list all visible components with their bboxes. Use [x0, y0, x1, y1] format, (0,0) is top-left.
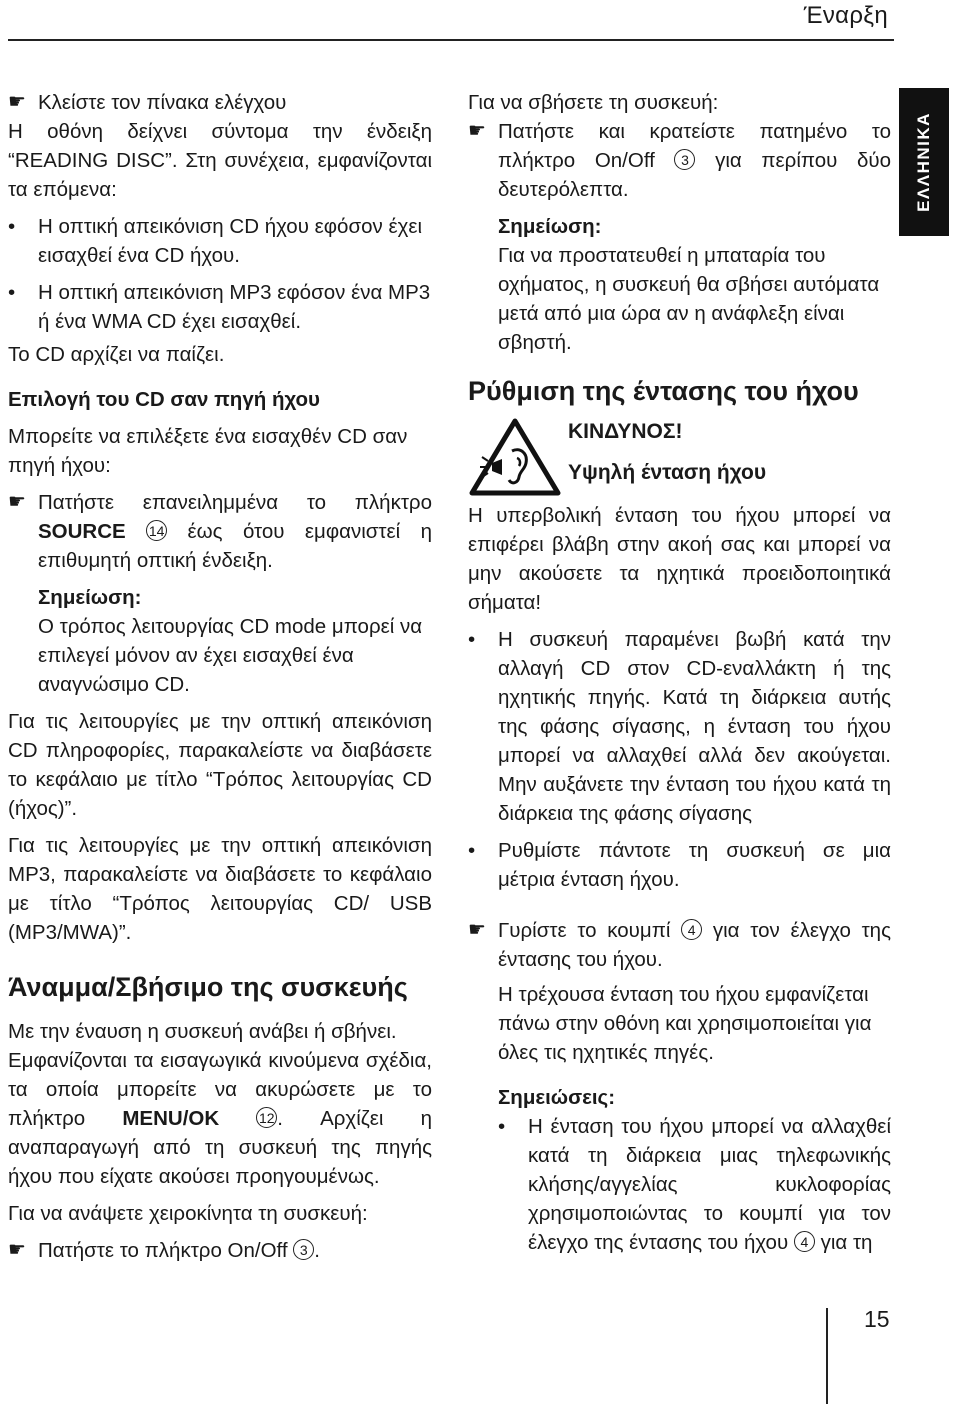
- list-item-text: Η συσκευή παραμένει βωβή κατά την αλλαγή CD στον CD-εναλλάκτη ή της ηχητικής πηγής. Κατά τη διάρκεια αυτής της φάσης σίγασης, η ένταση του ήχου μπορεί να αλλαχθεί αλλά δεν ακούγεται. Μην αυξάνετε την ένταση του ήχου κατά τη διάρκεια της φάσης σίγασης: [498, 628, 891, 825]
- instruction-text: Πατήστε το πλήκτρο On/Off 3 .: [38, 1239, 320, 1262]
- list-item-text: Η ένταση του ήχου μπορεί να αλλαχθεί κατά τη διάρκεια μιας τηλεφωνικής κλήσης/αγγελίας κυκλοφορίας χρησιμοποιώντας το κουμπί για τον έλεγχο της έντασης του ήχου 4 για τη: [528, 1115, 891, 1254]
- key-number-badge: 12: [256, 1107, 277, 1128]
- key-number-badge: 4: [681, 919, 702, 940]
- language-tab-label: ΕΛΛΗΝΙΚΑ: [914, 112, 933, 212]
- bullet-icon: •: [8, 281, 16, 304]
- key-number-badge: 3: [674, 149, 695, 170]
- note-block: [8, 583, 432, 699]
- key-number-badge: 3: [293, 1239, 314, 1260]
- list-item: [8, 278, 432, 336]
- page-number: 15: [864, 1306, 890, 1332]
- cd-functions-paragraph: Για τις λειτουργίες με την οπτική απεικόνιση CD πληροφορίες, παρακαλείστε να διαβάσετε το κεφάλαιο με τίτλο “Τρόπος λειτουργίας CD (ήχος)”.: [8, 710, 432, 820]
- instruction-text: Πατήστε και κρατείστε πατημένο το πλήκτρο On/Off 3 για περίπου δύο δευτερόλεπτα.: [498, 120, 891, 201]
- list-item-text: Ρυθμίστε πάντοτε τη συσκευή σε μια μέτρια ένταση ήχου.: [498, 839, 891, 891]
- hearing-warning-icon: [468, 417, 562, 497]
- list-item: [8, 212, 432, 270]
- list-item: [498, 1112, 891, 1257]
- section-heading-volume: Ρύθμιση της έντασης του ήχου: [468, 376, 859, 406]
- bullet-icon: •: [8, 215, 16, 238]
- notes-label: Σημειώσεις:: [498, 1086, 616, 1109]
- instruction-close-panel: [8, 88, 432, 117]
- list-item: [468, 836, 891, 894]
- pointing-hand-icon: ☛: [468, 919, 486, 941]
- header-divider: [8, 39, 894, 41]
- note-block: [468, 212, 891, 357]
- pointing-hand-icon: ☛: [8, 491, 26, 513]
- instruction-power-on: [8, 1236, 432, 1265]
- list-item: [468, 625, 891, 828]
- mp3-functions-paragraph: Για τις λειτουργίες με την οπτική απεικόνιση MP3, παρακαλείστε να διαβάσετε το κεφάλαιο με τίτλο “Τρόπος λειτουργίας CD/ USB (MP3/MWA)”.: [8, 834, 432, 944]
- instruction-power-off: [468, 117, 891, 204]
- notes-block: [468, 1083, 891, 1257]
- pointing-hand-icon: ☛: [8, 91, 26, 113]
- danger-warning: [468, 417, 891, 497]
- section-heading-power: Άναμμα/Σβήσιμο της συσκευής: [8, 972, 408, 1002]
- note-label: Σημείωση:: [498, 215, 602, 238]
- danger-text: Η υπερβολική ένταση του ήχου μπορεί να επιφέρει βλάβη στην ακοή σας και μπορεί να μην ακούσετε τα ηχητικά προειδοποιητικά σήματα!: [468, 504, 891, 614]
- bullet-icon: •: [468, 839, 476, 862]
- off-intro-text: Για να σβήσετε τη συσκευή:: [468, 91, 719, 114]
- section-heading-source: Επιλογή του CD σαν πηγή ήχου: [8, 388, 320, 411]
- instruction-volume-knob: [468, 916, 891, 974]
- footer-divider: [826, 1308, 828, 1404]
- left-column: [8, 88, 432, 1265]
- power-description: Εμφανίζονται τα εισαγωγικά κινούμενα σχέδια, τα οποία μπορείτε να ακυρώσετε με το πλήκτρο MENU/OK 12 . Αρχίζει η αναπαραγωγή από τη συσκευή της πηγής ήχου που είχατε ακούσει προηγουμένως.: [8, 1049, 432, 1188]
- note-label: Σημείωση:: [38, 586, 142, 609]
- instruction-source: [8, 488, 432, 575]
- list-item-text: Η οπτική απεικόνιση CD ήχου εφόσον έχει εισαχθεί ένα CD ήχου.: [38, 215, 423, 267]
- key-number-badge: 4: [794, 1231, 815, 1252]
- language-tab: [899, 88, 949, 236]
- danger-label: ΚΙΝΔΥΝΟΣ!: [568, 420, 683, 443]
- display-info-text: Η οθόνη δείχνει σύντομα την ένδειξη “READING DISC”. Στη συνέχεια, εμφανίζονται τα επόμενα:: [8, 120, 432, 201]
- pointing-hand-icon: ☛: [8, 1239, 26, 1261]
- cd-plays-text: Το CD αρχίζει να παίζει.: [8, 343, 225, 366]
- page-section-title: Έναρξη: [803, 2, 888, 29]
- danger-subtitle: Υψηλή ένταση ήχου: [568, 461, 767, 484]
- power-intro-text: Με την έναυση η συσκευή ανάβει ή σβήνει.: [8, 1020, 397, 1043]
- instruction-text: Κλείστε τον πίνακα ελέγχου: [38, 91, 287, 114]
- current-volume-text: Η τρέχουσα ένταση του ήχου εμφανίζεται πάνω στην οθόνη και χρησιμοποιείται για όλες τις ηχητικές πηγές.: [498, 983, 872, 1064]
- bullet-icon: •: [498, 1115, 506, 1138]
- bullet-icon: •: [468, 628, 476, 651]
- manual-on-text: Για να ανάψετε χειροκίνητα τη συσκευή:: [8, 1202, 368, 1225]
- pointing-hand-icon: ☛: [468, 120, 486, 142]
- note-text: Ο τρόπος λειτουργίας CD mode μπορεί να επιλεγεί μόνον αν έχει εισαχθεί ένα αναγνώσιμο CD.: [38, 615, 423, 696]
- source-intro-text: Μπορείτε να επιλέξετε ένα εισαχθέν CD σαν πηγή ήχου:: [8, 425, 408, 477]
- right-column: [468, 88, 891, 1257]
- note-text: Για να προστατευθεί η μπαταρία του οχήματος, η συσκευή θα σβήσει αυτόματα μετά από μια ώρα αν η ανάφλεξη είναι σβηστή.: [498, 244, 880, 354]
- key-number-badge: 14: [146, 520, 167, 541]
- instruction-text: Πατήστε επανειλημμένα το πλήκτρο SOURCE 14 έως ότου εμφανιστεί η επιθυμητή οπτική ένδειξη.: [38, 491, 433, 572]
- instruction-text: Γυρίστε το κουμπί 4 για τον έλεγχο της έντασης του ήχου.: [498, 919, 891, 971]
- list-item-text: Η οπτική απεικόνιση MP3 εφόσον ένα MP3 ή ένα WMA CD έχει εισαχθεί.: [38, 281, 431, 333]
- source-key-label: SOURCE: [38, 520, 126, 543]
- menu-key-label: MENU/OK: [122, 1107, 220, 1130]
